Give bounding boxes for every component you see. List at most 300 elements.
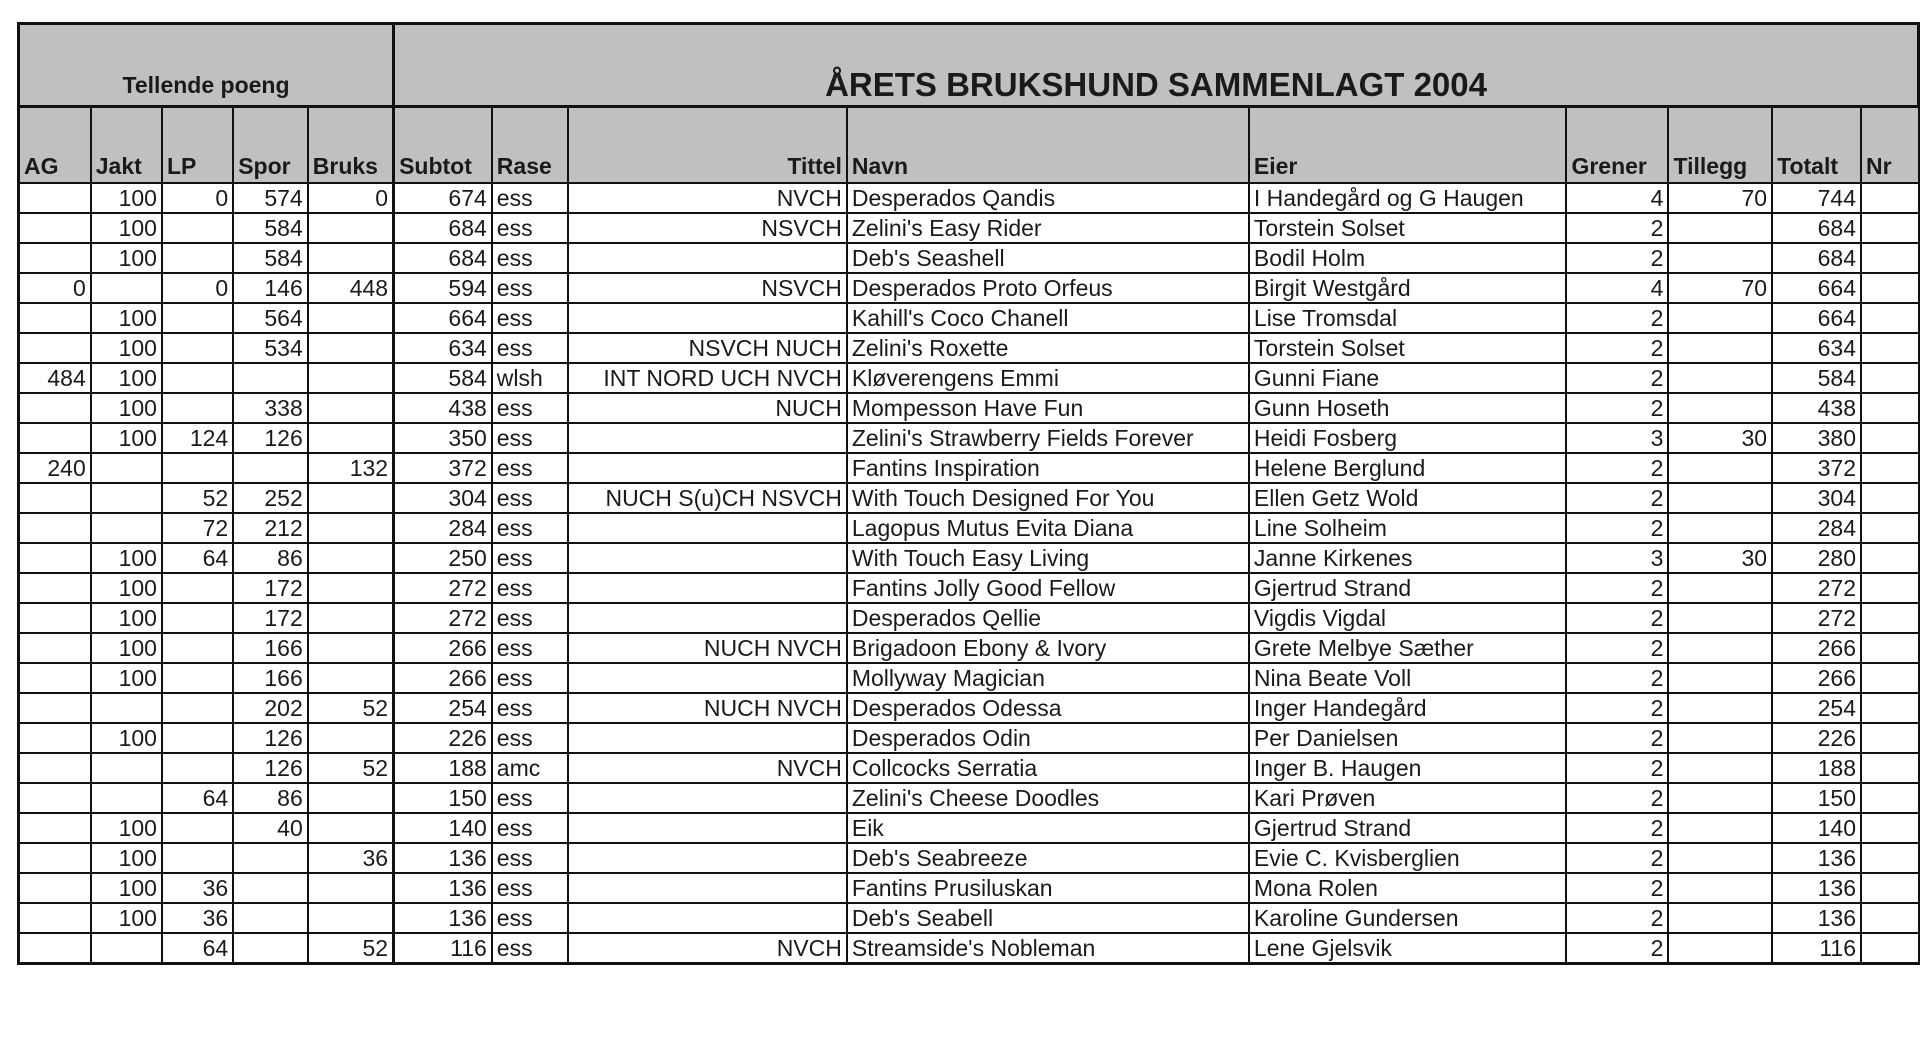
cell-bruks[interactable]: 52: [308, 933, 394, 964]
cell-eier[interactable]: Kari Prøven: [1249, 783, 1567, 813]
cell-jakt[interactable]: [91, 453, 162, 483]
cell-lp[interactable]: [162, 603, 233, 633]
cell-totalt[interactable]: 744: [1772, 183, 1861, 213]
cell-grener[interactable]: 2: [1566, 873, 1668, 903]
cell-spor[interactable]: 86: [233, 543, 308, 573]
cell-totalt[interactable]: 272: [1772, 603, 1861, 633]
cell-rase[interactable]: ess: [492, 723, 569, 753]
cell-lp[interactable]: [162, 333, 233, 363]
cell-bruks[interactable]: 132: [308, 453, 394, 483]
cell-ag[interactable]: [19, 483, 91, 513]
cell-eier[interactable]: Lise Tromsdal: [1249, 303, 1567, 333]
cell-eier[interactable]: Janne Kirkenes: [1249, 543, 1567, 573]
cell-nr[interactable]: [1861, 273, 1919, 303]
cell-bruks[interactable]: [308, 663, 394, 693]
cell-lp[interactable]: [162, 573, 233, 603]
cell-subtot[interactable]: 438: [394, 393, 492, 423]
cell-navn[interactable]: With Touch Designed For You: [847, 483, 1249, 513]
cell-subtot[interactable]: 284: [394, 513, 492, 543]
cell-grener[interactable]: 2: [1566, 453, 1668, 483]
cell-spor[interactable]: 584: [233, 213, 308, 243]
cell-ag[interactable]: [19, 723, 91, 753]
cell-spor[interactable]: 584: [233, 243, 308, 273]
cell-bruks[interactable]: [308, 543, 394, 573]
cell-eier[interactable]: Helene Berglund: [1249, 453, 1567, 483]
cell-tillegg[interactable]: [1668, 303, 1772, 333]
cell-subtot[interactable]: 304: [394, 483, 492, 513]
cell-grener[interactable]: 2: [1566, 633, 1668, 663]
cell-subtot[interactable]: 634: [394, 333, 492, 363]
cell-lp[interactable]: [162, 753, 233, 783]
cell-grener[interactable]: 2: [1566, 903, 1668, 933]
cell-spor[interactable]: [233, 453, 308, 483]
cell-grener[interactable]: 2: [1566, 213, 1668, 243]
cell-ag[interactable]: [19, 843, 91, 873]
cell-tillegg[interactable]: [1668, 243, 1772, 273]
cell-nr[interactable]: [1861, 423, 1919, 453]
cell-rase[interactable]: ess: [492, 693, 569, 723]
cell-eier[interactable]: I Handegård og G Haugen: [1249, 183, 1567, 213]
cell-tillegg[interactable]: [1668, 663, 1772, 693]
cell-ag[interactable]: [19, 753, 91, 783]
cell-totalt[interactable]: 438: [1772, 393, 1861, 423]
cell-lp[interactable]: [162, 633, 233, 663]
cell-eier[interactable]: Torstein Solset: [1249, 333, 1567, 363]
cell-eier[interactable]: Birgit Westgård: [1249, 273, 1567, 303]
cell-bruks[interactable]: [308, 243, 394, 273]
cell-eier[interactable]: Nina Beate Voll: [1249, 663, 1567, 693]
cell-nr[interactable]: [1861, 303, 1919, 333]
cell-tillegg[interactable]: [1668, 633, 1772, 663]
cell-ag[interactable]: [19, 213, 91, 243]
cell-tittel[interactable]: NUCH S(u)CH NSVCH: [568, 483, 846, 513]
cell-totalt[interactable]: 188: [1772, 753, 1861, 783]
cell-grener[interactable]: 2: [1566, 813, 1668, 843]
cell-spor[interactable]: [233, 363, 308, 393]
cell-nr[interactable]: [1861, 573, 1919, 603]
cell-eier[interactable]: Karoline Gundersen: [1249, 903, 1567, 933]
cell-totalt[interactable]: 372: [1772, 453, 1861, 483]
cell-tillegg[interactable]: 30: [1668, 423, 1772, 453]
cell-jakt[interactable]: 100: [91, 423, 162, 453]
cell-jakt[interactable]: [91, 273, 162, 303]
cell-tillegg[interactable]: 30: [1668, 543, 1772, 573]
cell-subtot[interactable]: 226: [394, 723, 492, 753]
cell-subtot[interactable]: 684: [394, 213, 492, 243]
cell-rase[interactable]: ess: [492, 303, 569, 333]
cell-spor[interactable]: 252: [233, 483, 308, 513]
cell-nr[interactable]: [1861, 393, 1919, 423]
cell-lp[interactable]: 64: [162, 933, 233, 964]
cell-rase[interactable]: ess: [492, 783, 569, 813]
cell-grener[interactable]: 2: [1566, 693, 1668, 723]
cell-ag[interactable]: [19, 573, 91, 603]
cell-lp[interactable]: 0: [162, 273, 233, 303]
cell-tillegg[interactable]: [1668, 753, 1772, 783]
cell-tillegg[interactable]: [1668, 783, 1772, 813]
cell-rase[interactable]: ess: [492, 633, 569, 663]
cell-grener[interactable]: 2: [1566, 663, 1668, 693]
cell-rase[interactable]: ess: [492, 423, 569, 453]
cell-totalt[interactable]: 116: [1772, 933, 1861, 964]
cell-rase[interactable]: ess: [492, 183, 569, 213]
cell-tittel[interactable]: [568, 843, 846, 873]
cell-nr[interactable]: [1861, 333, 1919, 363]
cell-rase[interactable]: ess: [492, 453, 569, 483]
cell-jakt[interactable]: 100: [91, 723, 162, 753]
cell-tillegg[interactable]: [1668, 453, 1772, 483]
cell-totalt[interactable]: 226: [1772, 723, 1861, 753]
cell-rase[interactable]: ess: [492, 903, 569, 933]
cell-grener[interactable]: 2: [1566, 783, 1668, 813]
cell-eier[interactable]: Torstein Solset: [1249, 213, 1567, 243]
cell-tittel[interactable]: [568, 573, 846, 603]
cell-tittel[interactable]: NUCH NVCH: [568, 693, 846, 723]
cell-subtot[interactable]: 272: [394, 573, 492, 603]
cell-lp[interactable]: [162, 843, 233, 873]
cell-subtot[interactable]: 136: [394, 873, 492, 903]
cell-bruks[interactable]: [308, 603, 394, 633]
cell-bruks[interactable]: [308, 903, 394, 933]
cell-rase[interactable]: ess: [492, 603, 569, 633]
cell-ag[interactable]: [19, 903, 91, 933]
cell-eier[interactable]: Grete Melbye Sæther: [1249, 633, 1567, 663]
cell-bruks[interactable]: [308, 483, 394, 513]
cell-lp[interactable]: 0: [162, 183, 233, 213]
cell-jakt[interactable]: [91, 513, 162, 543]
cell-subtot[interactable]: 250: [394, 543, 492, 573]
cell-bruks[interactable]: [308, 813, 394, 843]
cell-tittel[interactable]: NVCH: [568, 183, 846, 213]
cell-jakt[interactable]: 100: [91, 573, 162, 603]
cell-lp[interactable]: 64: [162, 783, 233, 813]
cell-navn[interactable]: With Touch Easy Living: [847, 543, 1249, 573]
cell-totalt[interactable]: 254: [1772, 693, 1861, 723]
cell-lp[interactable]: 52: [162, 483, 233, 513]
cell-jakt[interactable]: 100: [91, 663, 162, 693]
cell-rase[interactable]: ess: [492, 483, 569, 513]
cell-jakt[interactable]: [91, 933, 162, 964]
cell-navn[interactable]: Zelini's Strawberry Fields Forever: [847, 423, 1249, 453]
cell-grener[interactable]: 2: [1566, 483, 1668, 513]
cell-nr[interactable]: [1861, 183, 1919, 213]
cell-jakt[interactable]: 100: [91, 543, 162, 573]
cell-totalt[interactable]: 664: [1772, 273, 1861, 303]
cell-tittel[interactable]: [568, 543, 846, 573]
cell-lp[interactable]: [162, 663, 233, 693]
cell-spor[interactable]: 574: [233, 183, 308, 213]
cell-tittel[interactable]: [568, 603, 846, 633]
cell-eier[interactable]: Line Solheim: [1249, 513, 1567, 543]
cell-tillegg[interactable]: [1668, 393, 1772, 423]
cell-spor[interactable]: 126: [233, 723, 308, 753]
cell-ag[interactable]: [19, 513, 91, 543]
cell-ag[interactable]: [19, 783, 91, 813]
cell-jakt[interactable]: [91, 753, 162, 783]
cell-rase[interactable]: ess: [492, 933, 569, 964]
cell-tillegg[interactable]: [1668, 873, 1772, 903]
cell-jakt[interactable]: 100: [91, 303, 162, 333]
cell-bruks[interactable]: [308, 573, 394, 603]
cell-subtot[interactable]: 266: [394, 663, 492, 693]
cell-tittel[interactable]: [568, 663, 846, 693]
cell-eier[interactable]: Gunni Fiane: [1249, 363, 1567, 393]
cell-nr[interactable]: [1861, 843, 1919, 873]
cell-subtot[interactable]: 254: [394, 693, 492, 723]
cell-jakt[interactable]: 100: [91, 903, 162, 933]
cell-navn[interactable]: Zelini's Roxette: [847, 333, 1249, 363]
cell-subtot[interactable]: 674: [394, 183, 492, 213]
cell-eier[interactable]: Heidi Fosberg: [1249, 423, 1567, 453]
cell-jakt[interactable]: 100: [91, 393, 162, 423]
cell-grener[interactable]: 2: [1566, 603, 1668, 633]
cell-subtot[interactable]: 266: [394, 633, 492, 663]
cell-navn[interactable]: Brigadoon Ebony & Ivory: [847, 633, 1249, 663]
cell-grener[interactable]: 2: [1566, 753, 1668, 783]
cell-ag[interactable]: 484: [19, 363, 91, 393]
cell-grener[interactable]: 2: [1566, 243, 1668, 273]
cell-ag[interactable]: [19, 933, 91, 964]
cell-eier[interactable]: Mona Rolen: [1249, 873, 1567, 903]
cell-rase[interactable]: ess: [492, 273, 569, 303]
cell-nr[interactable]: [1861, 543, 1919, 573]
cell-tillegg[interactable]: [1668, 723, 1772, 753]
cell-bruks[interactable]: [308, 333, 394, 363]
cell-tittel[interactable]: NSVCH: [568, 213, 846, 243]
cell-ag[interactable]: [19, 303, 91, 333]
cell-lp[interactable]: [162, 693, 233, 723]
cell-nr[interactable]: [1861, 453, 1919, 483]
cell-eier[interactable]: Lene Gjelsvik: [1249, 933, 1567, 964]
cell-totalt[interactable]: 150: [1772, 783, 1861, 813]
cell-spor[interactable]: 212: [233, 513, 308, 543]
cell-tillegg[interactable]: [1668, 843, 1772, 873]
cell-spor[interactable]: 126: [233, 423, 308, 453]
cell-tittel[interactable]: INT NORD UCH NVCH: [568, 363, 846, 393]
cell-tittel[interactable]: [568, 723, 846, 753]
cell-tittel[interactable]: [568, 513, 846, 543]
cell-nr[interactable]: [1861, 243, 1919, 273]
cell-totalt[interactable]: 684: [1772, 243, 1861, 273]
cell-spor[interactable]: 564: [233, 303, 308, 333]
cell-tittel[interactable]: NVCH: [568, 753, 846, 783]
cell-nr[interactable]: [1861, 213, 1919, 243]
cell-subtot[interactable]: 372: [394, 453, 492, 483]
cell-navn[interactable]: Desperados Qellie: [847, 603, 1249, 633]
cell-bruks[interactable]: 448: [308, 273, 394, 303]
cell-subtot[interactable]: 136: [394, 903, 492, 933]
cell-nr[interactable]: [1861, 663, 1919, 693]
cell-navn[interactable]: Deb's Seabreeze: [847, 843, 1249, 873]
cell-navn[interactable]: Eik: [847, 813, 1249, 843]
cell-rase[interactable]: ess: [492, 243, 569, 273]
cell-navn[interactable]: Kahill's Coco Chanell: [847, 303, 1249, 333]
cell-lp[interactable]: [162, 363, 233, 393]
cell-tillegg[interactable]: [1668, 333, 1772, 363]
cell-bruks[interactable]: [308, 783, 394, 813]
cell-totalt[interactable]: 684: [1772, 213, 1861, 243]
cell-totalt[interactable]: 272: [1772, 573, 1861, 603]
cell-spor[interactable]: [233, 873, 308, 903]
cell-tittel[interactable]: [568, 423, 846, 453]
cell-subtot[interactable]: 350: [394, 423, 492, 453]
cell-tillegg[interactable]: [1668, 933, 1772, 964]
cell-spor[interactable]: 126: [233, 753, 308, 783]
cell-jakt[interactable]: [91, 693, 162, 723]
cell-tillegg[interactable]: [1668, 513, 1772, 543]
cell-navn[interactable]: Mompesson Have Fun: [847, 393, 1249, 423]
cell-rase[interactable]: ess: [492, 813, 569, 843]
cell-bruks[interactable]: [308, 303, 394, 333]
cell-bruks[interactable]: 52: [308, 753, 394, 783]
cell-eier[interactable]: Bodil Holm: [1249, 243, 1567, 273]
cell-totalt[interactable]: 664: [1772, 303, 1861, 333]
cell-rase[interactable]: ess: [492, 573, 569, 603]
cell-spor[interactable]: 534: [233, 333, 308, 363]
cell-tittel[interactable]: NSVCH: [568, 273, 846, 303]
cell-totalt[interactable]: 136: [1772, 903, 1861, 933]
cell-subtot[interactable]: 664: [394, 303, 492, 333]
cell-navn[interactable]: Zelini's Cheese Doodles: [847, 783, 1249, 813]
cell-eier[interactable]: Evie C. Kvisberglien: [1249, 843, 1567, 873]
cell-totalt[interactable]: 140: [1772, 813, 1861, 843]
cell-ag[interactable]: [19, 543, 91, 573]
cell-grener[interactable]: 2: [1566, 393, 1668, 423]
cell-spor[interactable]: [233, 903, 308, 933]
cell-spor[interactable]: 40: [233, 813, 308, 843]
cell-tittel[interactable]: NSVCH NUCH: [568, 333, 846, 363]
cell-ag[interactable]: 0: [19, 273, 91, 303]
cell-spor[interactable]: 202: [233, 693, 308, 723]
cell-nr[interactable]: [1861, 363, 1919, 393]
cell-lp[interactable]: [162, 303, 233, 333]
cell-tittel[interactable]: [568, 903, 846, 933]
cell-lp[interactable]: [162, 813, 233, 843]
cell-rase[interactable]: ess: [492, 873, 569, 903]
cell-tittel[interactable]: [568, 453, 846, 483]
cell-navn[interactable]: Desperados Qandis: [847, 183, 1249, 213]
cell-nr[interactable]: [1861, 723, 1919, 753]
cell-eier[interactable]: Gjertrud Strand: [1249, 573, 1567, 603]
cell-grener[interactable]: 2: [1566, 573, 1668, 603]
cell-navn[interactable]: Deb's Seabell: [847, 903, 1249, 933]
cell-totalt[interactable]: 136: [1772, 873, 1861, 903]
cell-navn[interactable]: Fantins Inspiration: [847, 453, 1249, 483]
cell-eier[interactable]: Gunn Hoseth: [1249, 393, 1567, 423]
cell-totalt[interactable]: 280: [1772, 543, 1861, 573]
cell-lp[interactable]: 36: [162, 873, 233, 903]
cell-navn[interactable]: Fantins Jolly Good Fellow: [847, 573, 1249, 603]
cell-eier[interactable]: Gjertrud Strand: [1249, 813, 1567, 843]
cell-grener[interactable]: 3: [1566, 543, 1668, 573]
cell-ag[interactable]: [19, 873, 91, 903]
cell-eier[interactable]: Ellen Getz Wold: [1249, 483, 1567, 513]
cell-rase[interactable]: ess: [492, 513, 569, 543]
cell-spor[interactable]: 172: [233, 603, 308, 633]
cell-nr[interactable]: [1861, 933, 1919, 964]
cell-nr[interactable]: [1861, 603, 1919, 633]
cell-jakt[interactable]: 100: [91, 813, 162, 843]
cell-subtot[interactable]: 116: [394, 933, 492, 964]
cell-spor[interactable]: [233, 843, 308, 873]
cell-totalt[interactable]: 304: [1772, 483, 1861, 513]
cell-jakt[interactable]: [91, 783, 162, 813]
cell-ag[interactable]: [19, 423, 91, 453]
cell-jakt[interactable]: 100: [91, 183, 162, 213]
cell-bruks[interactable]: [308, 363, 394, 393]
cell-subtot[interactable]: 136: [394, 843, 492, 873]
cell-grener[interactable]: 3: [1566, 423, 1668, 453]
cell-eier[interactable]: Inger Handegård: [1249, 693, 1567, 723]
cell-nr[interactable]: [1861, 753, 1919, 783]
cell-jakt[interactable]: 100: [91, 213, 162, 243]
cell-tillegg[interactable]: [1668, 573, 1772, 603]
cell-grener[interactable]: 2: [1566, 303, 1668, 333]
cell-bruks[interactable]: 36: [308, 843, 394, 873]
cell-tillegg[interactable]: [1668, 213, 1772, 243]
cell-totalt[interactable]: 634: [1772, 333, 1861, 363]
cell-navn[interactable]: Desperados Odessa: [847, 693, 1249, 723]
cell-lp[interactable]: 124: [162, 423, 233, 453]
cell-jakt[interactable]: 100: [91, 243, 162, 273]
cell-ag[interactable]: 240: [19, 453, 91, 483]
cell-navn[interactable]: Desperados Odin: [847, 723, 1249, 753]
cell-tillegg[interactable]: 70: [1668, 273, 1772, 303]
cell-spor[interactable]: [233, 933, 308, 964]
cell-totalt[interactable]: 136: [1772, 843, 1861, 873]
cell-lp[interactable]: 72: [162, 513, 233, 543]
cell-subtot[interactable]: 594: [394, 273, 492, 303]
cell-tittel[interactable]: [568, 243, 846, 273]
cell-nr[interactable]: [1861, 783, 1919, 813]
cell-jakt[interactable]: 100: [91, 633, 162, 663]
cell-navn[interactable]: Zelini's Easy Rider: [847, 213, 1249, 243]
cell-nr[interactable]: [1861, 873, 1919, 903]
cell-ag[interactable]: [19, 183, 91, 213]
cell-ag[interactable]: [19, 813, 91, 843]
cell-nr[interactable]: [1861, 513, 1919, 543]
cell-tillegg[interactable]: [1668, 363, 1772, 393]
cell-eier[interactable]: Per Danielsen: [1249, 723, 1567, 753]
cell-spor[interactable]: 172: [233, 573, 308, 603]
cell-navn[interactable]: Mollyway Magician: [847, 663, 1249, 693]
cell-navn[interactable]: Lagopus Mutus Evita Diana: [847, 513, 1249, 543]
cell-navn[interactable]: Fantins Prusiluskan: [847, 873, 1249, 903]
cell-totalt[interactable]: 284: [1772, 513, 1861, 543]
cell-ag[interactable]: [19, 243, 91, 273]
cell-tillegg[interactable]: 70: [1668, 183, 1772, 213]
cell-ag[interactable]: [19, 333, 91, 363]
cell-bruks[interactable]: [308, 873, 394, 903]
cell-bruks[interactable]: 0: [308, 183, 394, 213]
cell-jakt[interactable]: 100: [91, 603, 162, 633]
cell-rase[interactable]: amc: [492, 753, 569, 783]
cell-spor[interactable]: 166: [233, 633, 308, 663]
cell-tittel[interactable]: [568, 783, 846, 813]
cell-bruks[interactable]: [308, 723, 394, 753]
cell-grener[interactable]: 2: [1566, 333, 1668, 363]
cell-subtot[interactable]: 584: [394, 363, 492, 393]
cell-jakt[interactable]: 100: [91, 363, 162, 393]
cell-navn[interactable]: Deb's Seashell: [847, 243, 1249, 273]
cell-jakt[interactable]: [91, 483, 162, 513]
cell-bruks[interactable]: [308, 393, 394, 423]
cell-totalt[interactable]: 584: [1772, 363, 1861, 393]
cell-bruks[interactable]: [308, 423, 394, 453]
cell-bruks[interactable]: [308, 633, 394, 663]
cell-lp[interactable]: [162, 213, 233, 243]
cell-rase[interactable]: wlsh: [492, 363, 569, 393]
